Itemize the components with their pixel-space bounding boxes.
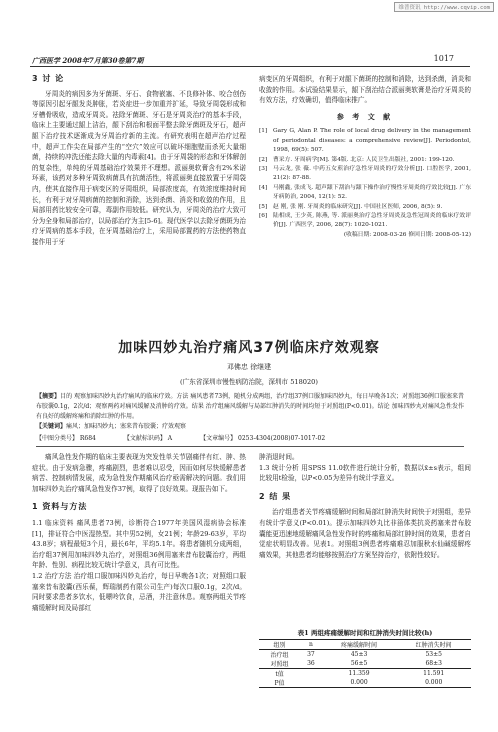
table-cell: 36 [300, 659, 322, 669]
table-cell: 53±5 [425, 651, 442, 658]
table-cell: 0.000 [396, 678, 471, 688]
table-row [259, 669, 471, 679]
abstract-rule [36, 446, 464, 447]
reference-list [259, 127, 471, 230]
clc-code: 【中图分类号】 R684 [36, 435, 96, 442]
results-heading: 2 结 果 [259, 491, 292, 501]
article-authors: 邓佛忠 徐继建 [226, 363, 272, 371]
keywords-label: 【关键词】 [36, 423, 67, 430]
reference-item: [6] 陆相成, 王少英, 陈燕, 等. 派丽奥治疗急性牙周炎及急性冠周炎的临床疗效评价[J]. 广西医学, 2006, 28(7): 1020-1021. [259, 213, 471, 229]
document-code: 【文献标识码】 A [123, 435, 173, 442]
table-cell: 37 [307, 651, 315, 658]
header-rule [30, 66, 470, 67]
reference-item: [3] 马云龙, 张 薇. 中药五女煎治疗急性牙周炎的疗效分析[J]. 口腔医学, 2001, 21(2): 87-88. [259, 166, 471, 182]
received-date: (收稿日期: 2008-03-26 修回日期: 2008-05-12) [343, 231, 471, 238]
article-codes [36, 433, 325, 442]
intro-paragraph: 痛风急性发作期的临床主要表现为突发性单关节剧痛伴有红、肿、热症状。由于发病急骤，疼痛剧烈，患者难以忍受，因而如何尽快缓解患者病苦、控制病情发展，成为急性发作期痛风治疗亟需解决的问题。我们用加味四妙丸治疗痛风急性发作37例，取得了良好效果。现报告如下。 [32, 453, 246, 493]
statistics-paragraph: 1.3 统计分析 用SPSS 11.0软件进行统计分析，数据以x̄±s表示，组间比较用t检验，以P<0.05为差异有统计学意义。 [259, 463, 471, 483]
table-cell: 对照组 [259, 659, 300, 669]
table-cell: 11.359 [348, 670, 370, 677]
watermark: 维普资讯 http://www.cqvip.com [394, 2, 494, 12]
results-table [259, 639, 471, 688]
journal-header: 广西医学 2008年7月第30卷第7期 [32, 56, 144, 65]
abstract [36, 392, 464, 422]
table-header-row [259, 640, 471, 650]
continued-text: 肿消退时间。 [259, 453, 299, 461]
abstract-text: 目的 观察加味四妙丸治疗痛风的临床疗效。方法 痛风患者73例，随机分成两组，治疗组37例口服加味四妙丸，每日早晚各1次；对照组36例口服塞来昔布胶囊0.1g，2次/d；观察两药对痛风缓解及消肿的疗效。结果 治疗组痛风缓解与局部红肿消失的时间均短于对照组(P<0.01)。结论 加味四妙丸对痛风急性发作有良好的缓解疼痛和消除红肿的作用。 [36, 393, 464, 420]
discussion-heading: 3 讨 论 [32, 74, 65, 83]
discussion-conclusion: 病变区的牙周组织，有利于对龈下菌斑的控制和消除，达到杀菌，消炎和收敛的作用。本试验结果显示，龈下刮治结合派丽奥软膏是治疗牙周炎的有效方法，疗效确切，值得临床推广。 [259, 75, 471, 105]
table-cell [300, 669, 322, 679]
discussion-right [259, 74, 471, 240]
body-right [259, 452, 471, 560]
article-title: 加味四妙丸治疗痛风37例临床疗效观察 [118, 340, 380, 356]
table-cell: 68±3 [396, 659, 471, 669]
table-cell: 0.000 [322, 678, 397, 688]
discussion-paragraph: 牙周炎的病因多为牙菌斑、牙石、食物嵌塞、不良修补体、咬合创伤等原因引起牙龈发炎肿胀，若炎症进一步加重并扩延，导致牙周袋形成和牙槽骨吸收，造成牙周炎。祛除牙菌斑、牙石是牙周炎治疗的基本手段，临床上主要通过龈上洁治，龈下刮治和根面平整去除牙菌斑及牙石，超声龈下治疗技术逐渐成为牙周治疗新的主流。有研究表明在超声治疗过程中，超声工作尖在局部产生的“空穴”效应可以破坏细胞壁而杀死大量细菌，持续的冲洗还能去除大量的内毒素[4]。由于牙周袋的形态和牙体解剖的复杂性，单纯的牙周基础治疗效果并不理想。派丽奥软膏含有2%米诺环素，该药对多种牙周致病菌具有抗菌活性，将派丽奥直接放置于牙周袋内，使其直接作用于病变区的牙周组织，局部浓度高，有效浓度维持时间长，有利于对牙周病菌的控制和消除，达到杀菌、消炎和收敛的作用，且局部用药比较安全可靠，毒副作用较低。研究认为，牙周炎的治疗大致可分为全身和局部治疗，以局部治疗为主[5-6]。现代医学以去除牙菌斑为治疗牙周病的基本手段，在牙周基础治疗上，采用局部置药的方法使药物直接作用于牙 [32, 89, 246, 246]
table-cell [300, 678, 322, 688]
reference-item: [1] Gary G, Alan P. The role of local drug delivery in the management of periodontal diseases: a comprehensive review[J]. Periodontol, 1998, 69(5): 507. [259, 128, 471, 154]
table-header: 组别 [259, 640, 300, 650]
table-cell: t值 [275, 671, 284, 678]
table-cell: 45±3 [350, 651, 368, 658]
materials-methods-heading: 1 资料与方法 [32, 502, 88, 512]
table-caption: 表1 两组疼痛缓解时间和红肿消失时间比较(h) [297, 629, 433, 637]
article-affiliation: (广东省深圳市慢性病防治院，深圳市 518020) [180, 378, 318, 386]
reference-item: [5] 赵 刚, 张 刚. 牙周炎的临床研究[J]. 中国社区医师, 2006, 8(5): 9. [259, 203, 443, 210]
reference-item: [2] 曹采方. 牙周病学[M]. 第4版. 北京: 人民卫生出版社, 2001: 199-120. [259, 156, 455, 163]
table-row [259, 678, 471, 688]
results-paragraph: 治疗组患者关节疼痛缓解时间和局部红肿消失时间快于对照组，差异有统计学意义(P<0.01)。提示加味四妙丸比非甾体类抗炎药塞来昔布胶囊能更迅速地缓解痛风急性发作时的疼痛和局部红肿时间的效果，患者自觉症状明显改善。见表1。对照组3例患者疼痛难忍加服秋水仙碱缓解疼痛效果，其他患者均能够按照治疗方案坚持治疗，依附性较好。 [259, 508, 471, 559]
table-row [259, 650, 471, 660]
abstract-label: 【摘要】 [36, 393, 61, 400]
reference-item: [4] 马刚鑫, 张成飞. 超声龈下刮治与龈下操作治疗慢性牙周炎的疗效比较[J]. 广东牙病防治, 2004, 12(1): 52. [259, 184, 471, 201]
table-header: 疼痛缓解时间 [322, 640, 397, 650]
table-cell: P值 [259, 678, 300, 688]
table-cell: 治疗组 [270, 652, 289, 659]
table-header: n [300, 640, 322, 650]
keywords [36, 421, 464, 430]
discussion-left [32, 74, 246, 248]
body-left [32, 452, 246, 613]
article-number: 【文章编号】 0253-4304(2008)07-1017-02 [200, 435, 326, 442]
treatment-method-paragraph: 1.2 治疗方法 治疗组口服加味四妙丸治疗，每日早晚各1次；对照组口服塞来昔布胶囊(西乐葆，辉瑞制药有限公司生产)每次口服0.1g，2次/d。同时要求患者多饮水，低嘌呤饮食，忌酒，并注意休息。观察两组关节疼痛缓解时间及局部红 [32, 571, 246, 612]
table-header: 红肿消失时间 [396, 640, 471, 650]
keywords-text: 痛风；加味四妙丸；塞来昔布胶囊；疗效观察 [66, 423, 187, 430]
page-number: 1017 [433, 54, 454, 63]
table-cell: 56±5 [322, 659, 397, 669]
table-cell: 11.591 [423, 670, 445, 677]
references-heading: 参 考 文 献 [336, 112, 394, 121]
clinical-data-paragraph: 1.1 临床资料 痛风患者73例，诊断符合1977年美国风湿病协会标准[1]，排证符合中医湿热型。其中男52例，女21例；年龄29-63岁，平均43.8岁；病程最短3个月，最长6年，平均5.1年。将患者随机分成两组，治疗组37例用加味四妙丸治疗，对照组36例用塞来昔布胶囊治疗，两组年龄、性别、病程比较无统计学意义，具有可比性。 [32, 518, 246, 570]
table-row [259, 659, 471, 669]
